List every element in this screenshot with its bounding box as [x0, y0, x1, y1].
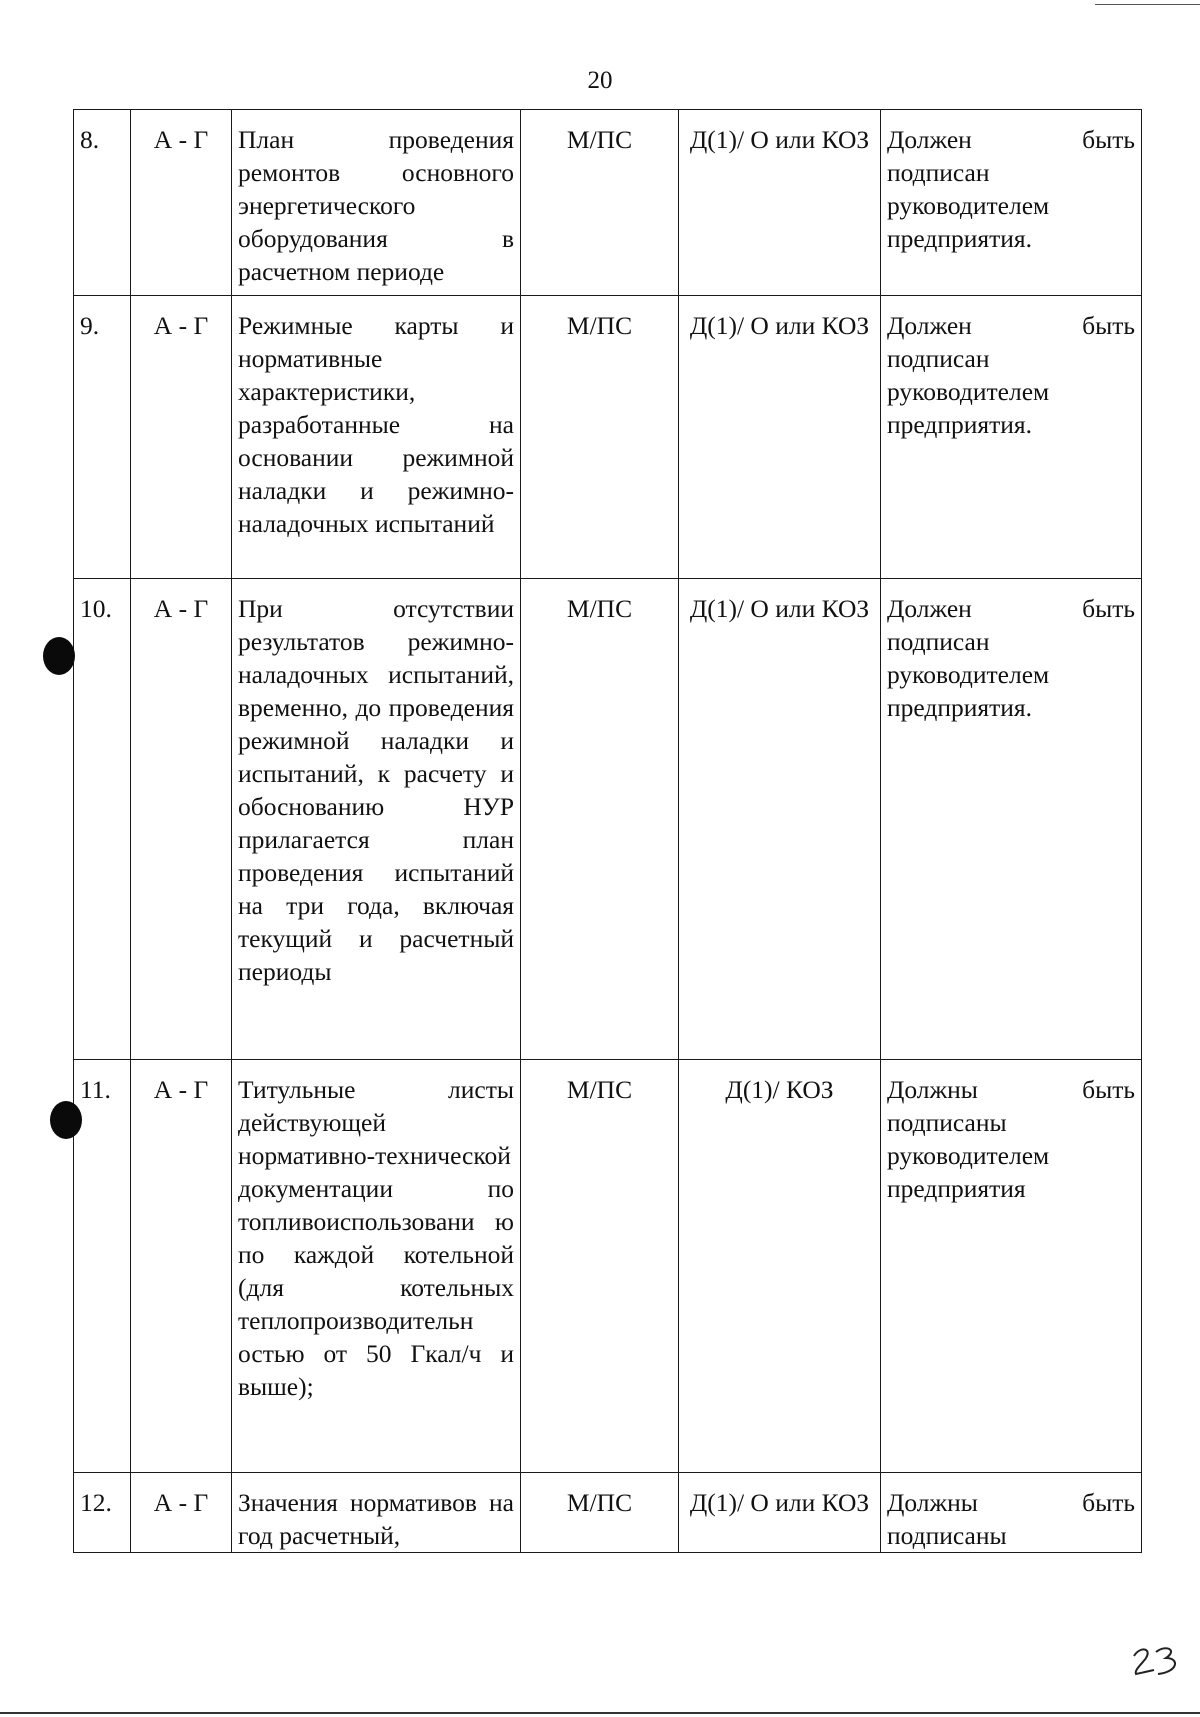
table-row	[74, 110, 1142, 296]
row-form: М/ПС	[521, 1473, 679, 1553]
hole-punch-lower	[50, 1101, 82, 1139]
row-note	[881, 579, 1142, 1060]
row-doc-type: Д(1)/ О или КОЗ	[679, 296, 881, 579]
note-subject: Должны	[887, 1075, 978, 1104]
note-verb: быть	[1082, 594, 1135, 623]
row-category: А - Г	[131, 1060, 232, 1473]
row-form: М/ПС	[521, 579, 679, 1060]
note-rest: подписан руководителем предприятия.	[887, 627, 1050, 722]
note-subject: Должен	[887, 311, 972, 340]
note-rest: подписан руководителем предприятия.	[887, 158, 1050, 253]
row-form: М/ПС	[521, 296, 679, 579]
row-category: А - Г	[131, 1473, 232, 1553]
table-row	[74, 1473, 1142, 1553]
note-verb: быть	[1082, 125, 1135, 154]
row-category: А - Г	[131, 579, 232, 1060]
row-note	[881, 110, 1142, 296]
row-doc-type: Д(1)/ О или КОЗ	[679, 579, 881, 1060]
note-rest: подписаны	[887, 1521, 1007, 1550]
row-description: При отсутствии результатов режимно-наладочных испытаний, временно, до проведения режимной наладки и испытаний, к расчету и обоснованию НУР прилагается план проведения испытаний на три года, включая текущий и расчетный периоды	[232, 579, 521, 1060]
requirements-table	[73, 109, 1142, 1553]
note-subject: Должен	[887, 125, 972, 154]
row-number: 11.	[74, 1060, 131, 1473]
table-row	[74, 579, 1142, 1060]
row-form: М/ПС	[521, 110, 679, 296]
page-number: 20	[587, 67, 613, 94]
note-verb: быть	[1082, 1075, 1135, 1104]
row-description: Режимные карты и нормативные характеристики, разработанные на основании режимной наладки и режимно-наладочных испытаний	[232, 296, 521, 579]
note-subject: Должен	[887, 594, 972, 623]
row-note	[881, 296, 1142, 579]
row-doc-type: Д(1)/ О или КОЗ	[679, 110, 881, 296]
row-number: 12.	[74, 1473, 131, 1553]
table-row	[74, 296, 1142, 579]
note-rest: подписан руководителем предприятия.	[887, 344, 1050, 439]
row-form: М/ПС	[521, 1060, 679, 1473]
row-description: Титульные листы действующей нормативно-технической документации по топливоиспользовани ю по каждой котельной (для котельных теплопроизводительн остью от 50 Гкал/ч и выше);	[232, 1060, 521, 1473]
note-verb: быть	[1082, 311, 1135, 340]
row-note	[881, 1060, 1142, 1473]
row-number: 9.	[74, 296, 131, 579]
table-row	[74, 1060, 1142, 1473]
note-subject: Должны	[887, 1488, 978, 1517]
row-note	[881, 1473, 1142, 1553]
row-category: А - Г	[131, 296, 232, 579]
row-category: А - Г	[131, 110, 232, 296]
note-rest: подписаны руководителем предприятия	[887, 1108, 1050, 1203]
handwritten-page-mark	[1128, 1640, 1188, 1680]
row-doc-type: Д(1)/ КОЗ	[679, 1060, 881, 1473]
row-doc-type: Д(1)/ О или КОЗ	[679, 1473, 881, 1553]
row-number: 10.	[74, 579, 131, 1060]
row-number: 8.	[74, 110, 131, 296]
row-description: Значения нормативов на год расчетный,	[232, 1473, 521, 1553]
hole-punch-upper	[43, 637, 75, 675]
row-description: План проведения ремонтов основного энергетического оборудования в расчетном периоде	[232, 110, 521, 296]
scan-edge-bottom	[0, 1712, 1200, 1714]
note-verb: быть	[1082, 1488, 1135, 1517]
scan-edge-top	[1095, 4, 1200, 5]
